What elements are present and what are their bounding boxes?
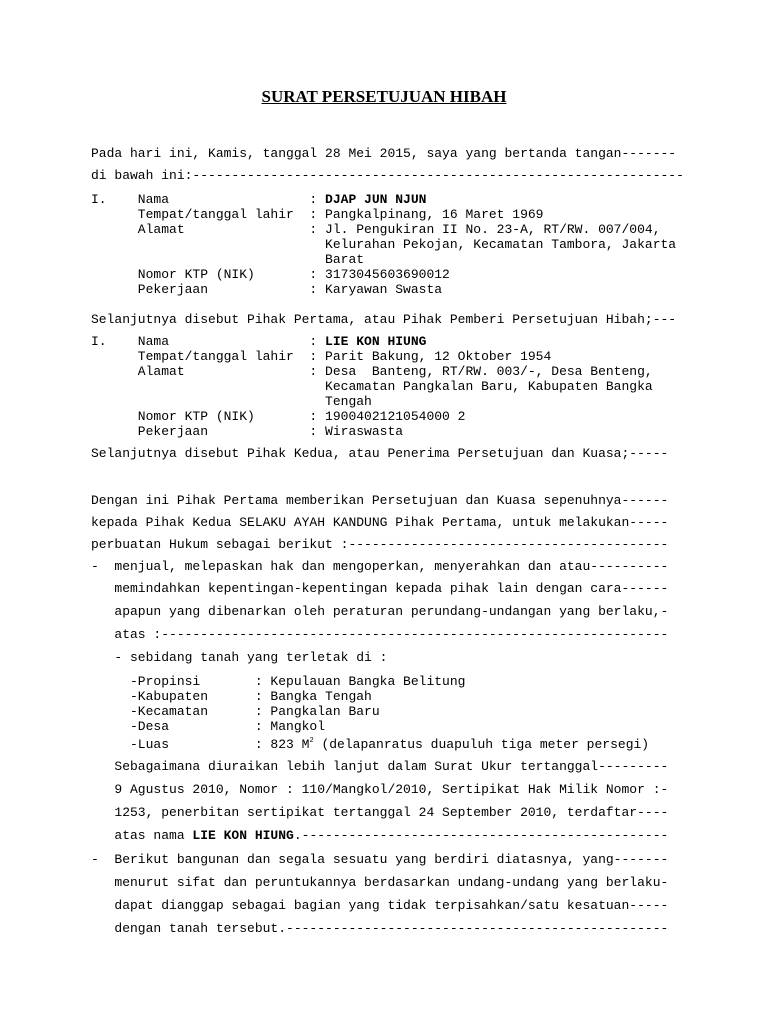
line-text: Pekerjaan : Wiraswasta <box>91 424 404 439</box>
superscript: 2 <box>309 737 314 745</box>
document-line <box>91 493 668 508</box>
document-line <box>91 650 387 665</box>
document-line <box>91 537 668 552</box>
document-line <box>91 604 668 619</box>
line-text: memindahkan kepentingan-kepentingan kepada pihak lain dengan cara------ <box>91 581 669 596</box>
bold-name: DJAP JUN NJUN <box>325 192 427 207</box>
line-text-after: .----------------------------------------------- <box>293 828 669 843</box>
document-line <box>91 759 668 774</box>
document-line <box>91 207 543 222</box>
line-text: Sebagaimana diuraikan lebih lanjut dalam Surat Ukur tertanggal--------- <box>91 759 669 774</box>
bold-name: LIE KON HIUNG <box>192 828 294 843</box>
line-text: Tengah <box>91 394 372 409</box>
line-text: perbuatan Hukum sebagai berikut :----------------------------------------- <box>91 537 669 552</box>
document-line <box>91 222 661 237</box>
line-text: 9 Agustus 2010, Nomor : 110/Mangkol/2010, Sertipikat Hak Milik Nomor :- <box>91 782 669 797</box>
document-line <box>91 875 668 890</box>
line-text: Alamat : Desa Banteng, RT/RW. 003/-, Desa Benteng, <box>91 364 653 379</box>
document-line <box>91 446 668 461</box>
line-text: kepada Pihak Kedua SELAKU AYAH KANDUNG Pihak Pertama, untuk melakukan----- <box>91 515 669 530</box>
document-line <box>91 379 653 394</box>
line-text: Nomor KTP (NIK) : 3173045603690012 <box>91 267 450 282</box>
document-line <box>91 424 403 439</box>
document-line <box>91 282 442 297</box>
line-text: apapun yang dibenarkan oleh peraturan perundang-undangan yang berlaku,- <box>91 604 669 619</box>
line-text: atas :----------------------------------------------------------------- <box>91 627 669 642</box>
bold-name: LIE KON HIUNG <box>325 334 427 349</box>
line-text: - menjual, melepaskan hak dan mengoperkan, menyerahkan dan atau---------- <box>91 559 669 574</box>
document-line <box>91 674 465 689</box>
line-text: Selanjutnya disebut Pihak Pertama, atau Pihak Pemberi Persetujuan Hibah;--- <box>91 312 677 327</box>
line-text: Alamat : Jl. Pengukiran II No. 23-A, RT/RW. 007/004, <box>91 222 661 237</box>
line-text: dapat dianggap sebagai bagian yang tidak terpisahkan/satu kesatuan----- <box>91 898 669 913</box>
document-line <box>91 237 676 252</box>
line-text: di bawah ini:--------------------------------------------------------------- <box>91 168 684 183</box>
line-text: Selanjutnya disebut Pihak Kedua, atau Penerima Persetujuan dan Kuasa;----- <box>91 446 669 461</box>
line-text: Tempat/tanggal lahir : Parit Bakung, 12 Oktober 1954 <box>91 349 552 364</box>
document-line <box>91 334 426 349</box>
line-text: -Desa : Mangkol <box>91 719 326 734</box>
document-line <box>91 146 676 161</box>
document-line <box>91 627 668 642</box>
line-text: dengan tanah tersebut.------------------------------------------------- <box>91 921 669 936</box>
document-line <box>91 782 668 797</box>
document-line <box>91 689 372 704</box>
document-line <box>91 559 668 574</box>
document-title: SURAT PERSETUJUAN HIBAH <box>261 87 507 106</box>
line-text: -Luas : 823 M <box>91 737 310 752</box>
document-line <box>91 515 668 530</box>
line-text: Kecamatan Pangkalan Baru, Kabupaten Bangka <box>91 379 653 394</box>
document-line <box>91 704 380 719</box>
line-text: Tempat/tanggal lahir : Pangkalpinang, 16 Maret 1969 <box>91 207 544 222</box>
document-line <box>91 828 668 843</box>
document-line <box>91 921 668 936</box>
document-line <box>91 719 325 734</box>
document-line <box>91 349 551 364</box>
document-line <box>91 364 653 379</box>
document-line <box>91 192 426 207</box>
line-text: -Kabupaten : Bangka Tengah <box>91 689 372 704</box>
line-text: Barat <box>91 252 365 267</box>
document-line <box>91 409 465 424</box>
line-text: Kelurahan Pekojan, Kecamatan Tambora, Jakarta <box>91 237 677 252</box>
line-text: -Kecamatan : Pangkalan Baru <box>91 704 380 719</box>
document-line <box>91 168 684 183</box>
document-line <box>91 394 372 409</box>
line-text: Dengan ini Pihak Pertama memberikan Persetujuan dan Kuasa sepenuhnya------ <box>91 493 669 508</box>
document-line <box>91 581 668 596</box>
document-line <box>91 852 668 867</box>
line-text: I. Nama : <box>91 334 326 349</box>
line-text: 1253, penerbitan sertipikat tertanggal 24 September 2010, terdaftar---- <box>91 805 669 820</box>
line-text: atas nama <box>91 828 193 843</box>
document-line <box>91 267 450 282</box>
line-text: Nomor KTP (NIK) : 1900402121054000 2 <box>91 409 466 424</box>
line-text: Pada hari ini, Kamis, tanggal 28 Mei 2015, saya yang bertanda tangan------- <box>91 146 677 161</box>
document-line <box>91 734 649 752</box>
line-text: - Berikut bangunan dan segala sesuatu yang berdiri diatasnya, yang------- <box>91 852 669 867</box>
line-text: menurut sifat dan peruntukannya berdasarkan undang-undang yang berlaku- <box>91 875 669 890</box>
line-text: I. Nama : <box>91 192 326 207</box>
line-text: Pekerjaan : Karyawan Swasta <box>91 282 443 297</box>
document-line <box>91 898 668 913</box>
document-line <box>91 252 364 267</box>
document-line <box>91 312 676 327</box>
line-text-after: (delapanratus duapuluh tiga meter persegi) <box>313 737 650 752</box>
line-text: -Propinsi : Kepulauan Bangka Belitung <box>91 674 466 689</box>
line-text: - sebidang tanah yang terletak di : <box>91 650 388 665</box>
document-line <box>91 805 668 820</box>
